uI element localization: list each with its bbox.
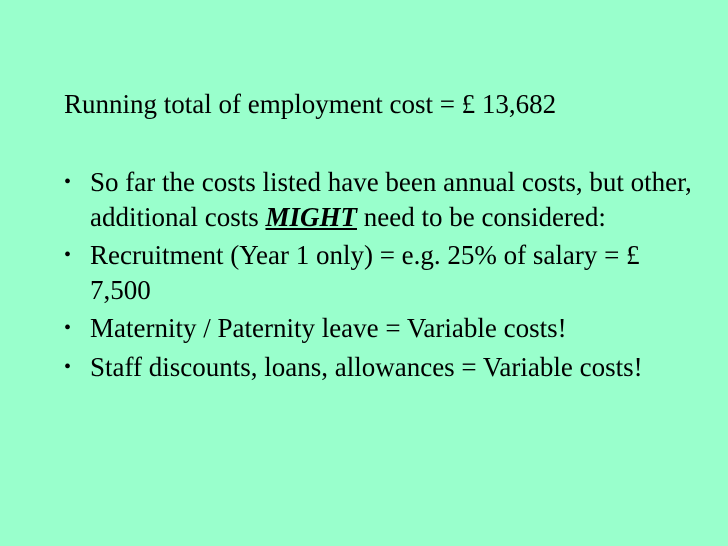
bullet-item-recruitment [64, 238, 704, 307]
bullet-text-before: So far the costs listed have been annual costs, but other, additional costs [90, 167, 692, 232]
bullet-icon: • [64, 317, 72, 339]
emphasis-might: MIGHT [265, 201, 357, 232]
bullet-text-after: need to be considered: [357, 201, 606, 232]
bullet-item-maternity [64, 311, 704, 346]
bullet-icon: • [64, 244, 72, 266]
bullet-icon: • [64, 171, 72, 193]
bullet-icon: • [64, 355, 72, 378]
bullet-list [64, 165, 704, 388]
bullet-text: Recruitment (Year 1 only) = e.g. 25% of salary = £ 7,500 [90, 240, 640, 305]
bullet-text: Maternity / Paternity leave = Variable costs! [90, 313, 567, 343]
slide-title: Running total of employment cost = £ 13,682 [64, 89, 557, 119]
bullet-text: Staff discounts, loans, allowances = Variable costs! [90, 351, 643, 382]
bullet-item-costs-note [64, 165, 704, 234]
bullet-item-staff-discounts [64, 350, 704, 385]
